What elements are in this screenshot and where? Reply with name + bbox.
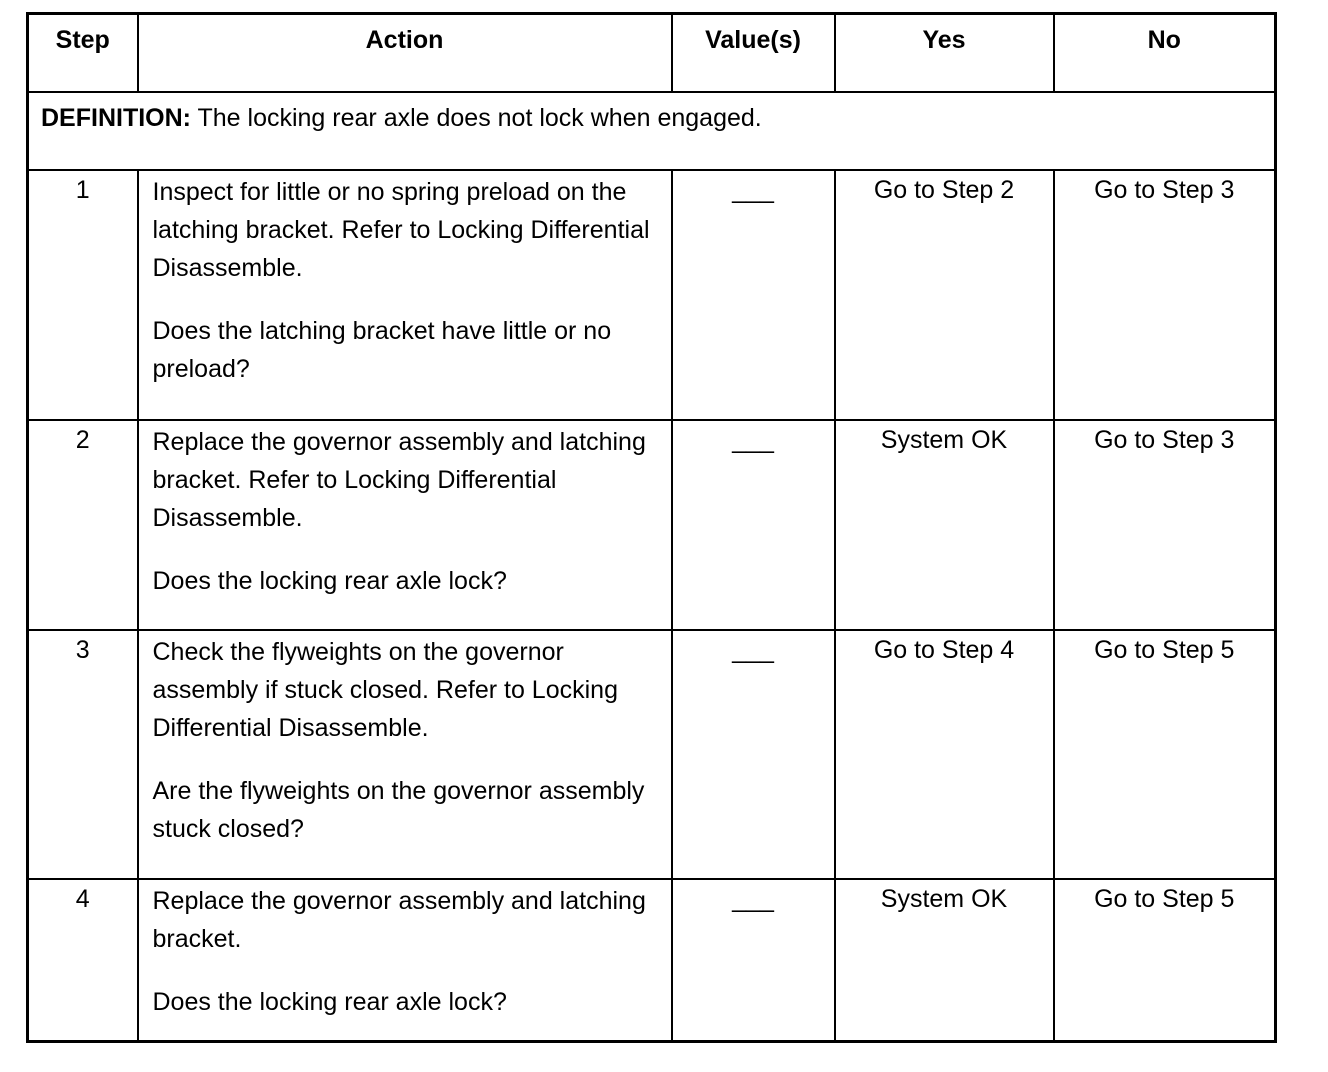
- table-row: [28, 420, 1276, 630]
- table-row: [28, 630, 1276, 879]
- no-cell: Go to Step 3: [1054, 420, 1276, 630]
- value-cell: ___: [672, 420, 835, 630]
- yes-cell: System OK: [835, 879, 1054, 1042]
- definition-row: [28, 92, 1276, 170]
- step-number: 3: [28, 630, 138, 879]
- yes-cell: Go to Step 4: [835, 630, 1054, 879]
- table-row: [28, 170, 1276, 420]
- action-cell: [138, 879, 672, 1042]
- value-cell: ___: [672, 170, 835, 420]
- action-question: Does the latching bracket have little or no preload?: [152, 317, 612, 383]
- header-no: No: [1054, 14, 1276, 93]
- yes-cell: System OK: [835, 420, 1054, 630]
- table-row: [28, 879, 1276, 1042]
- step-number: 2: [28, 420, 138, 630]
- action-text: Check the flyweights on the governor assembly if stuck closed. Refer to Locking Differential Disassemble.: [152, 638, 618, 742]
- step-number: 4: [28, 879, 138, 1042]
- action-text: Replace the governor assembly and latching bracket.: [152, 887, 646, 953]
- action-text: Inspect for little or no spring preload on the latching bracket. Refer to Locking Differential Disassemble.: [152, 178, 650, 282]
- header-row: [28, 14, 1276, 93]
- action-cell: [138, 420, 672, 630]
- definition-text: The locking rear axle does not lock when engaged.: [191, 104, 762, 132]
- value-cell: ___: [672, 630, 835, 879]
- step-number: 1: [28, 170, 138, 420]
- action-question: Are the flyweights on the governor assembly stuck closed?: [152, 777, 645, 843]
- value-cell: ___: [672, 879, 835, 1042]
- header-values: Value(s): [672, 14, 835, 93]
- header-step: Step: [28, 14, 138, 93]
- header-action: Action: [138, 14, 672, 93]
- action-question: Does the locking rear axle lock?: [152, 567, 507, 595]
- action-text: Replace the governor assembly and latching bracket. Refer to Locking Differential Disassemble.: [152, 428, 646, 532]
- action-cell: [138, 630, 672, 879]
- action-cell: [138, 170, 672, 420]
- header-yes: Yes: [835, 14, 1054, 93]
- no-cell: Go to Step 3: [1054, 170, 1276, 420]
- definition-cell: [28, 92, 1276, 170]
- diagnostic-table: [26, 12, 1277, 1043]
- no-cell: Go to Step 5: [1054, 630, 1276, 879]
- action-question: Does the locking rear axle lock?: [152, 988, 507, 1016]
- no-cell: Go to Step 5: [1054, 879, 1276, 1042]
- definition-label: DEFINITION:: [41, 104, 191, 132]
- yes-cell: Go to Step 2: [835, 170, 1054, 420]
